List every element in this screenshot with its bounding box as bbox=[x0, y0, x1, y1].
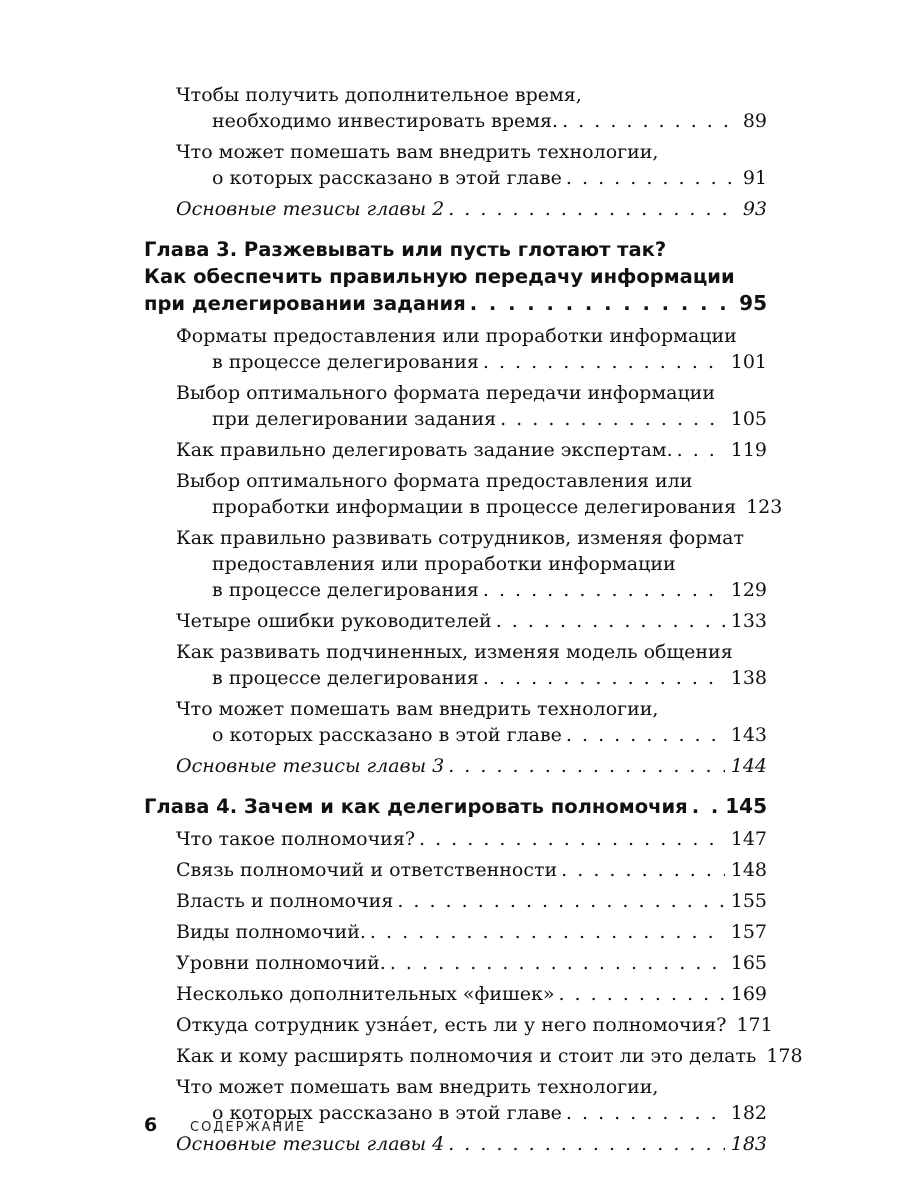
toc-entry-title-line: Несколько дополнительных «фишек» bbox=[176, 983, 555, 1005]
toc-page-number: 165 bbox=[730, 952, 767, 974]
toc-entry[interactable] bbox=[176, 380, 767, 432]
chapter-title-line: Как обеспечить правильную передачу информации bbox=[144, 265, 735, 288]
toc-entry[interactable] bbox=[176, 888, 767, 914]
toc-entry[interactable] bbox=[176, 82, 767, 134]
toc-entry-title-line: Откуда сотрудник узнáет, есть ли у него полномочия? bbox=[176, 1014, 727, 1036]
toc-page-number: 169 bbox=[730, 983, 767, 1005]
leader-dots bbox=[448, 1131, 725, 1157]
toc-entry-title-line: Связь полномочий и ответственности bbox=[176, 859, 558, 881]
toc-page-number: 171 bbox=[736, 1014, 773, 1036]
toc-entry-title-line: в процессе делегирования bbox=[212, 579, 479, 601]
toc-entry-title-line: Уровни полномочий. bbox=[176, 952, 386, 974]
toc-page-number: 145 bbox=[725, 794, 767, 818]
toc-entry-title-line: Что может помешать вам внедрить технологии, bbox=[176, 698, 659, 720]
toc-page-number: 119 bbox=[730, 439, 767, 461]
toc-entry-title-line: Как развивать подчиненных, изменяя модель общения bbox=[176, 641, 733, 663]
toc-page-number: 105 bbox=[730, 408, 767, 430]
table-of-contents bbox=[144, 82, 803, 1162]
chapter-title-line: Глава 4. Зачем и как делегировать полномочия bbox=[144, 795, 688, 818]
toc-entry-title-line: Чтобы получить дополнительное время, bbox=[176, 84, 582, 106]
leader-dots bbox=[390, 950, 725, 976]
leader-dots bbox=[500, 406, 725, 432]
toc-entry-title-line: Выбор оптимального формата передачи информации bbox=[176, 382, 716, 404]
toc-entry[interactable] bbox=[176, 981, 767, 1007]
leader-dots bbox=[370, 919, 725, 945]
toc-entry-title-line: предоставления или проработки информации bbox=[212, 553, 676, 575]
toc-page-number: 91 bbox=[742, 167, 767, 189]
toc-entry[interactable] bbox=[176, 1043, 803, 1069]
toc-entry[interactable] bbox=[176, 950, 767, 976]
leader-dots bbox=[483, 665, 725, 691]
toc-entry-title-line: о которых рассказано в этой главе bbox=[212, 1102, 562, 1124]
toc-entry-title-line: о которых рассказано в этой главе bbox=[212, 167, 562, 189]
toc-entry-title-line: Основные тезисы главы 2 bbox=[176, 198, 445, 220]
leader-dots bbox=[470, 290, 733, 317]
toc-entry-title-line: Что такое полномочия? bbox=[176, 828, 416, 850]
leader-dots bbox=[561, 857, 725, 883]
toc-entry[interactable] bbox=[176, 437, 767, 463]
leader-dots bbox=[496, 608, 725, 634]
toc-entry[interactable] bbox=[176, 525, 767, 603]
chapter-title-line: Глава 3. Разжевывать или пусть глотают так? bbox=[144, 238, 667, 261]
toc-entry-title-line: Что может помешать вам внедрить технологии, bbox=[176, 1076, 659, 1098]
toc-entry-title-line: Как правильно делегировать задание экспертам. bbox=[176, 439, 673, 461]
running-header-label: СОДЕРЖАНИЕ bbox=[190, 1120, 307, 1135]
toc-entry-title-line: Как правильно развивать сотрудников, изменяя формат bbox=[176, 527, 745, 549]
toc-entry-title-line: проработки информации в процессе делегирования bbox=[212, 496, 737, 518]
toc-entry-summary[interactable] bbox=[176, 196, 767, 222]
toc-chapter-4[interactable] bbox=[144, 793, 767, 820]
toc-entry-title-line: в процессе делегирования bbox=[212, 667, 479, 689]
toc-page-number: 101 bbox=[730, 351, 767, 373]
toc-page-number: 183 bbox=[730, 1133, 767, 1155]
toc-entry-title-line: в процессе делегирования bbox=[212, 351, 479, 373]
toc-chapter-3[interactable] bbox=[144, 236, 767, 317]
leader-dots bbox=[558, 981, 724, 1007]
toc-page-number: 144 bbox=[730, 755, 767, 777]
toc-entry-title-line: Основные тезисы главы 4 bbox=[176, 1133, 445, 1155]
leader-dots bbox=[566, 1100, 725, 1126]
toc-entry-title-line: при делегировании задания bbox=[212, 408, 497, 430]
toc-entry[interactable] bbox=[176, 468, 783, 520]
leader-dots bbox=[483, 577, 725, 603]
toc-entry-summary[interactable] bbox=[176, 753, 767, 779]
toc-entry-title-line: Виды полномочий. bbox=[176, 921, 366, 943]
toc-page-number: 148 bbox=[730, 859, 767, 881]
toc-entry-title-line: Что может помешать вам внедрить технологии, bbox=[176, 141, 659, 163]
toc-entry-title-line: Четыре ошибки руководителей bbox=[176, 610, 492, 632]
toc-entry-title-line: о которых рассказано в этой главе bbox=[212, 724, 562, 746]
toc-page-number: 93 bbox=[742, 198, 767, 220]
toc-page-number: 123 bbox=[746, 496, 783, 518]
toc-entry[interactable] bbox=[176, 1012, 773, 1038]
page-number: 6 bbox=[144, 1114, 158, 1136]
leader-dots bbox=[692, 793, 720, 820]
toc-entry[interactable] bbox=[176, 323, 767, 375]
leader-dots bbox=[566, 165, 737, 191]
chapter-title-line: при делегировании задания bbox=[144, 292, 466, 315]
toc-entry-title-line: необходимо инвестировать время. bbox=[212, 110, 559, 132]
leader-dots bbox=[562, 108, 737, 134]
toc-page-number: 147 bbox=[730, 828, 767, 850]
toc-page-number: 155 bbox=[730, 890, 767, 912]
toc-entry[interactable] bbox=[176, 139, 767, 191]
toc-entry-title-line: Как и кому расширять полномочия и стоит ли это делать bbox=[176, 1045, 757, 1067]
toc-entry[interactable] bbox=[176, 608, 767, 634]
toc-entry-title-line: Основные тезисы главы 3 bbox=[176, 755, 445, 777]
leader-dots bbox=[566, 722, 725, 748]
leader-dots bbox=[397, 888, 724, 914]
toc-page-number: 89 bbox=[742, 110, 767, 132]
toc-entry[interactable] bbox=[176, 826, 767, 852]
toc-page-number: 178 bbox=[766, 1045, 803, 1067]
toc-page-number: 95 bbox=[739, 291, 767, 315]
leader-dots bbox=[448, 196, 737, 222]
toc-entry-title-line: Выбор оптимального формата предоставления или bbox=[176, 470, 693, 492]
toc-entry[interactable] bbox=[176, 639, 767, 691]
toc-entry[interactable] bbox=[176, 696, 767, 748]
leader-dots bbox=[677, 437, 725, 463]
toc-entry[interactable] bbox=[176, 857, 767, 883]
page-footer bbox=[144, 1114, 306, 1136]
leader-dots bbox=[448, 753, 725, 779]
toc-entry-title-line: Форматы предоставления или проработки информации bbox=[176, 325, 737, 347]
toc-entry[interactable] bbox=[176, 919, 767, 945]
toc-page-number: 133 bbox=[730, 610, 767, 632]
leader-dots bbox=[419, 826, 725, 852]
leader-dots bbox=[483, 349, 725, 375]
toc-entry-title-line: Власть и полномочия bbox=[176, 890, 394, 912]
toc-page-number: 143 bbox=[730, 724, 767, 746]
toc-page-number: 182 bbox=[730, 1102, 767, 1124]
toc-page-number: 138 bbox=[730, 667, 767, 689]
toc-page-number: 157 bbox=[730, 921, 767, 943]
toc-page-number: 129 bbox=[730, 579, 767, 601]
